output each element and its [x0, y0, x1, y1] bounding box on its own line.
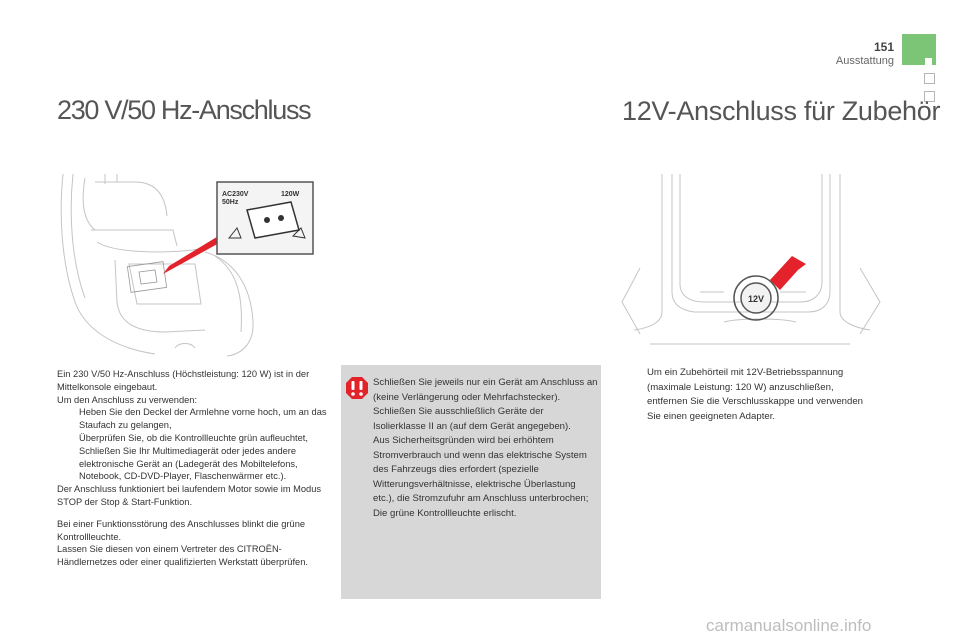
watermark: carmanualsonline.info [706, 616, 872, 635]
operation-note: Der Anschluss funktioniert bei laufendem Motor sowie im Modus STOP der Stop & Start-Funktion. [57, 484, 322, 507]
chapter-tab-box [924, 73, 935, 84]
fault-action: Lassen Sie diesen von einem Vertreter des CITROËN-Händlernetzes oder einer qualifizierten Werkstatt überprüfen. [57, 544, 308, 568]
figure-230v-socket [55, 172, 323, 357]
section-label: Ausstattung [835, 55, 894, 67]
body-230v [57, 368, 327, 569]
instruction-lead: Um den Anschluss zu verwenden: [57, 394, 198, 405]
list-item: Heben Sie den Deckel der Armlehne vorne hoch, um an das Staufach zu gelangen, [79, 407, 327, 431]
body-12v [627, 366, 875, 424]
page-number: 151 [873, 40, 894, 54]
warning-text: Schließen Sie jeweils nur ein Gerät am Anschluss an (keine Verlängerung oder Mehrfachstecker). Schließen Sie ausschließlich Geräte der Isolierklasse II an (auf dem Gerät angegeben). Aus Sicherheitsgründen wird bei erhöhtem Stromverbrauch und wenn das elektrische System des Fahrzeugs dies erfordert (spezielle Witterungsverhältnisse, elektrische Überlastung etc.), die Stromzufuhr am Anschluss unterbrochen; Die grüne Kontrollleuchte erlischt. [373, 377, 598, 519]
figure-12v-socket [620, 172, 882, 357]
intro-text: Ein 230 V/50 Hz-Anschluss (Höchstleistung: 120 W) ist in der Mittelkonsole eingebaut. [57, 369, 310, 392]
exclamation-warning-icon [346, 377, 368, 399]
figure-230v-rating-label: AC230V 50Hz [222, 191, 249, 206]
chapter-tab-marker [925, 58, 932, 65]
figure-230v-power-label: 120W [281, 191, 300, 198]
list-item: Überprüfen Sie, ob die Kontrollleuchte grün aufleuchtet, [79, 432, 308, 443]
section-title-12v: 12V-Anschluss für Zubehör [622, 96, 941, 126]
fault-note: Bei einer Funktionsstörung des Anschlusses blinkt die grüne Kontrollleuchte. [57, 518, 306, 542]
list-item: Schließen Sie Ihr Multimediagerät oder jedes andere elektronische Gerät an (Ladegerät des Mobiltelefons, Notebook, CD-DVD-Player, Flaschenwärmer etc.). [79, 445, 298, 482]
step-list [57, 406, 327, 483]
step-12v: Um ein Zubehörteil mit 12V-Betriebsspannung (maximale Leistung: 120 W) anzuschließen, entfernen Sie die Verschlusskappe und verwenden Sie einen geeigneten Adapter. [647, 367, 864, 422]
section-title-230v: 230 V/50 Hz-Anschluss [57, 95, 311, 125]
figure-12v-label: 12V [747, 294, 765, 304]
